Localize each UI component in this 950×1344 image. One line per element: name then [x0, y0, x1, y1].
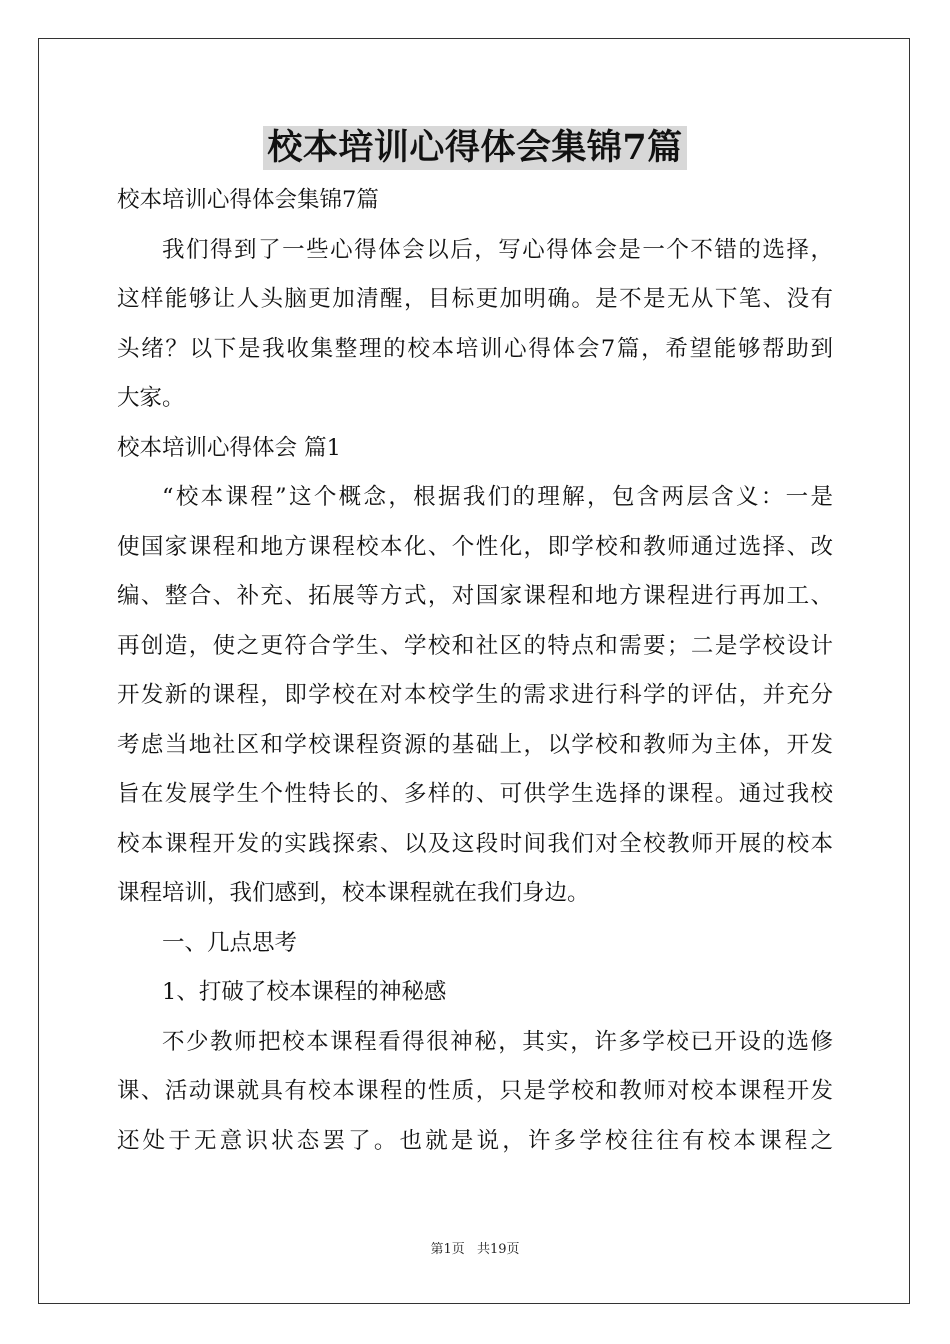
- section-heading: 校本培训心得体会 篇1: [117, 434, 341, 461]
- paragraph-line: 课、活动课就具有校本课程的性质，只是学校和教师对校本课程开发: [117, 1078, 833, 1104]
- paragraph-line: 考虑当地社区和学校课程资源的基础上，以学校和教师为主体，开发: [117, 731, 833, 758]
- title-wrap: [0, 126, 950, 170]
- subsection-heading: 1、打破了校本课程的神秘感: [162, 979, 447, 1005]
- paragraph-line: 这样能够让人头脑更加清醒，目标更加明确。是不是无从下笔、没有: [117, 286, 833, 312]
- paragraph-line: “校本课程”这个概念，根据我们的理解，包含两层含义：一是: [162, 484, 833, 510]
- subtitle-line: 校本培训心得体会集锦7篇: [117, 187, 379, 213]
- page-footer: [0, 1238, 950, 1257]
- paragraph-line: 开发新的课程，即学校在对本校学生的需求进行科学的评估，并充分: [117, 682, 833, 708]
- paragraph-line: 再创造，使之更符合学生、学校和社区的特点和需要；二是学校设计: [117, 632, 833, 659]
- paragraph-line: 不少教师把校本课程看得很神秘，其实，许多学校已开设的选修: [162, 1028, 833, 1055]
- paragraph-line: 大家。: [117, 385, 185, 411]
- paragraph-line: 我们得到了一些心得体会以后，写心得体会是一个不错的选择，: [162, 236, 833, 263]
- page-total: 共19页: [476, 1242, 520, 1257]
- paragraph-line: 课程培训，我们感到，校本课程就在我们身边。: [117, 880, 590, 906]
- paragraph-line: 编、整合、补充、拓展等方式，对国家课程和地方课程进行再加工、: [117, 583, 833, 609]
- paragraph-line: 旨在发展学生个性特长的、多样的、可供学生选择的课程。通过我校: [117, 781, 833, 807]
- paragraph-line: 头绪？以下是我收集整理的校本培训心得体会7篇，希望能够帮助到: [117, 335, 833, 362]
- page-number: 第1页: [430, 1242, 465, 1257]
- subsection-heading: 一、几点思考: [162, 929, 298, 956]
- paragraph-line: 校本课程开发的实践探索、以及这段时间我们对全校教师开展的校本: [117, 830, 833, 857]
- document-body: [117, 176, 833, 1166]
- paragraph-line: 使国家课程和地方课程校本化、个性化，即学校和教师通过选择、改: [117, 533, 833, 560]
- document-title: 校本培训心得体会集锦7篇: [263, 126, 686, 170]
- paragraph-line: 还处于无意识状态罢了。也就是说，许多学校往往有校本课程之: [117, 1127, 833, 1154]
